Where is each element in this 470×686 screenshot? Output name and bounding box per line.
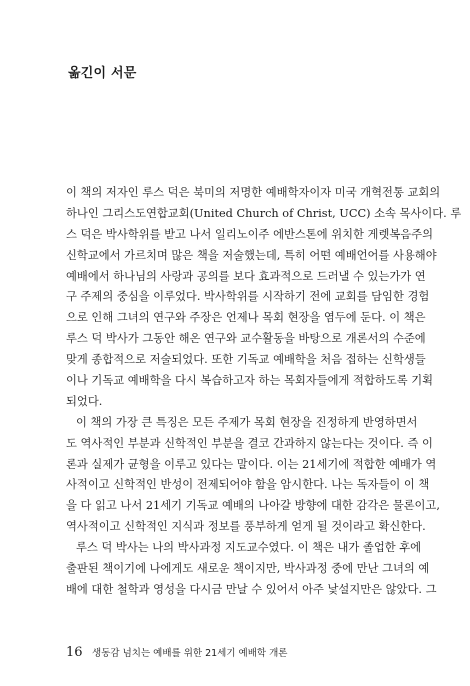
text-line: 맞게 종합적으로 저술되었다. 또한 기독교 예배학을 처음 접하는 신학생들 <box>66 353 426 367</box>
text-line: 론과 실제가 균형을 이루고 있다는 말이다. 이는 21세기에 적합한 예배가 역 <box>66 457 437 471</box>
body-text <box>66 183 462 601</box>
text-line: 배에 대한 철학과 영성을 다시금 만날 수 있어서 아주 낯설지만은 않았다. 그 <box>66 582 437 596</box>
text-line: 이나 기독교 예배학을 다시 복습하고자 하는 목회자들에게 적합하도록 기획 <box>66 374 434 388</box>
text-line: 신학교에서 가르치며 많은 책을 저술했는데, 특히 어떤 예배언어를 사용해야 <box>66 248 437 262</box>
text-line: 이 책의 가장 큰 특징은 모든 주제가 목회 현장을 진정하게 반영하면서 <box>76 415 418 429</box>
page-number: 16 <box>66 645 83 660</box>
text-line: 루스 덕 박사가 그동안 해온 연구와 교수활동을 바탕으로 개론서의 수준에 <box>66 332 426 346</box>
text-line: 루스 덕 박사는 나의 박사과정 지도교수였다. 이 책은 내가 졸업한 후에 <box>76 541 422 555</box>
text-line: 역사적이고 신학적인 지식과 정보를 풍부하게 얻게 될 것이라고 확신한다. <box>66 520 426 534</box>
page-footer <box>66 645 287 660</box>
text-line: 하나인 그리스도연합교회(United Church of Christ, UCC) 소속 목사이다. 루 <box>66 206 462 220</box>
text-line: 예배에서 하나님의 사랑과 공의를 보다 효과적으로 드러낼 수 있는가가 연 <box>66 269 426 283</box>
running-head: 생동감 넘치는 예배를 위한 21세기 예배학 개론 <box>92 648 288 659</box>
text-line: 구 주제의 중심을 이루었다. 박사학위를 시작하기 전에 교회를 담임한 경험 <box>66 290 430 304</box>
text-line: 도 역사적인 부분과 신학적인 부분을 결코 간과하지 않는다는 것이다. 즉 이 <box>66 436 433 450</box>
text-line: 이 책의 저자인 루스 덕은 북미의 저명한 예배학자이자 미국 개혁전통 교회의 <box>66 186 441 199</box>
text-line: 되었다. <box>66 394 103 408</box>
text-line: 출판된 책이기에 나에게도 새로운 책이지만, 박사과정 중에 만난 그녀의 예 <box>66 562 430 576</box>
text-line: 스 덕은 박사학위를 받고 나서 일리노이주 에반스톤에 위치한 게렛복음주의 <box>66 227 434 241</box>
text-line: 으로 인해 그녀의 연구와 주장은 언제나 목회 현장을 염두에 둔다. 이 책은 <box>66 311 426 325</box>
section-heading: 옮긴이 서문 <box>68 66 137 81</box>
text-line: 사적이고 신학적인 반성이 전제되어야 함을 암시한다. 나는 독자들이 이 책 <box>66 478 430 492</box>
text-line: 을 다 읽고 나서 21세기 기독교 예배의 나아갈 방향에 대한 감각은 물론이고, <box>66 499 440 513</box>
